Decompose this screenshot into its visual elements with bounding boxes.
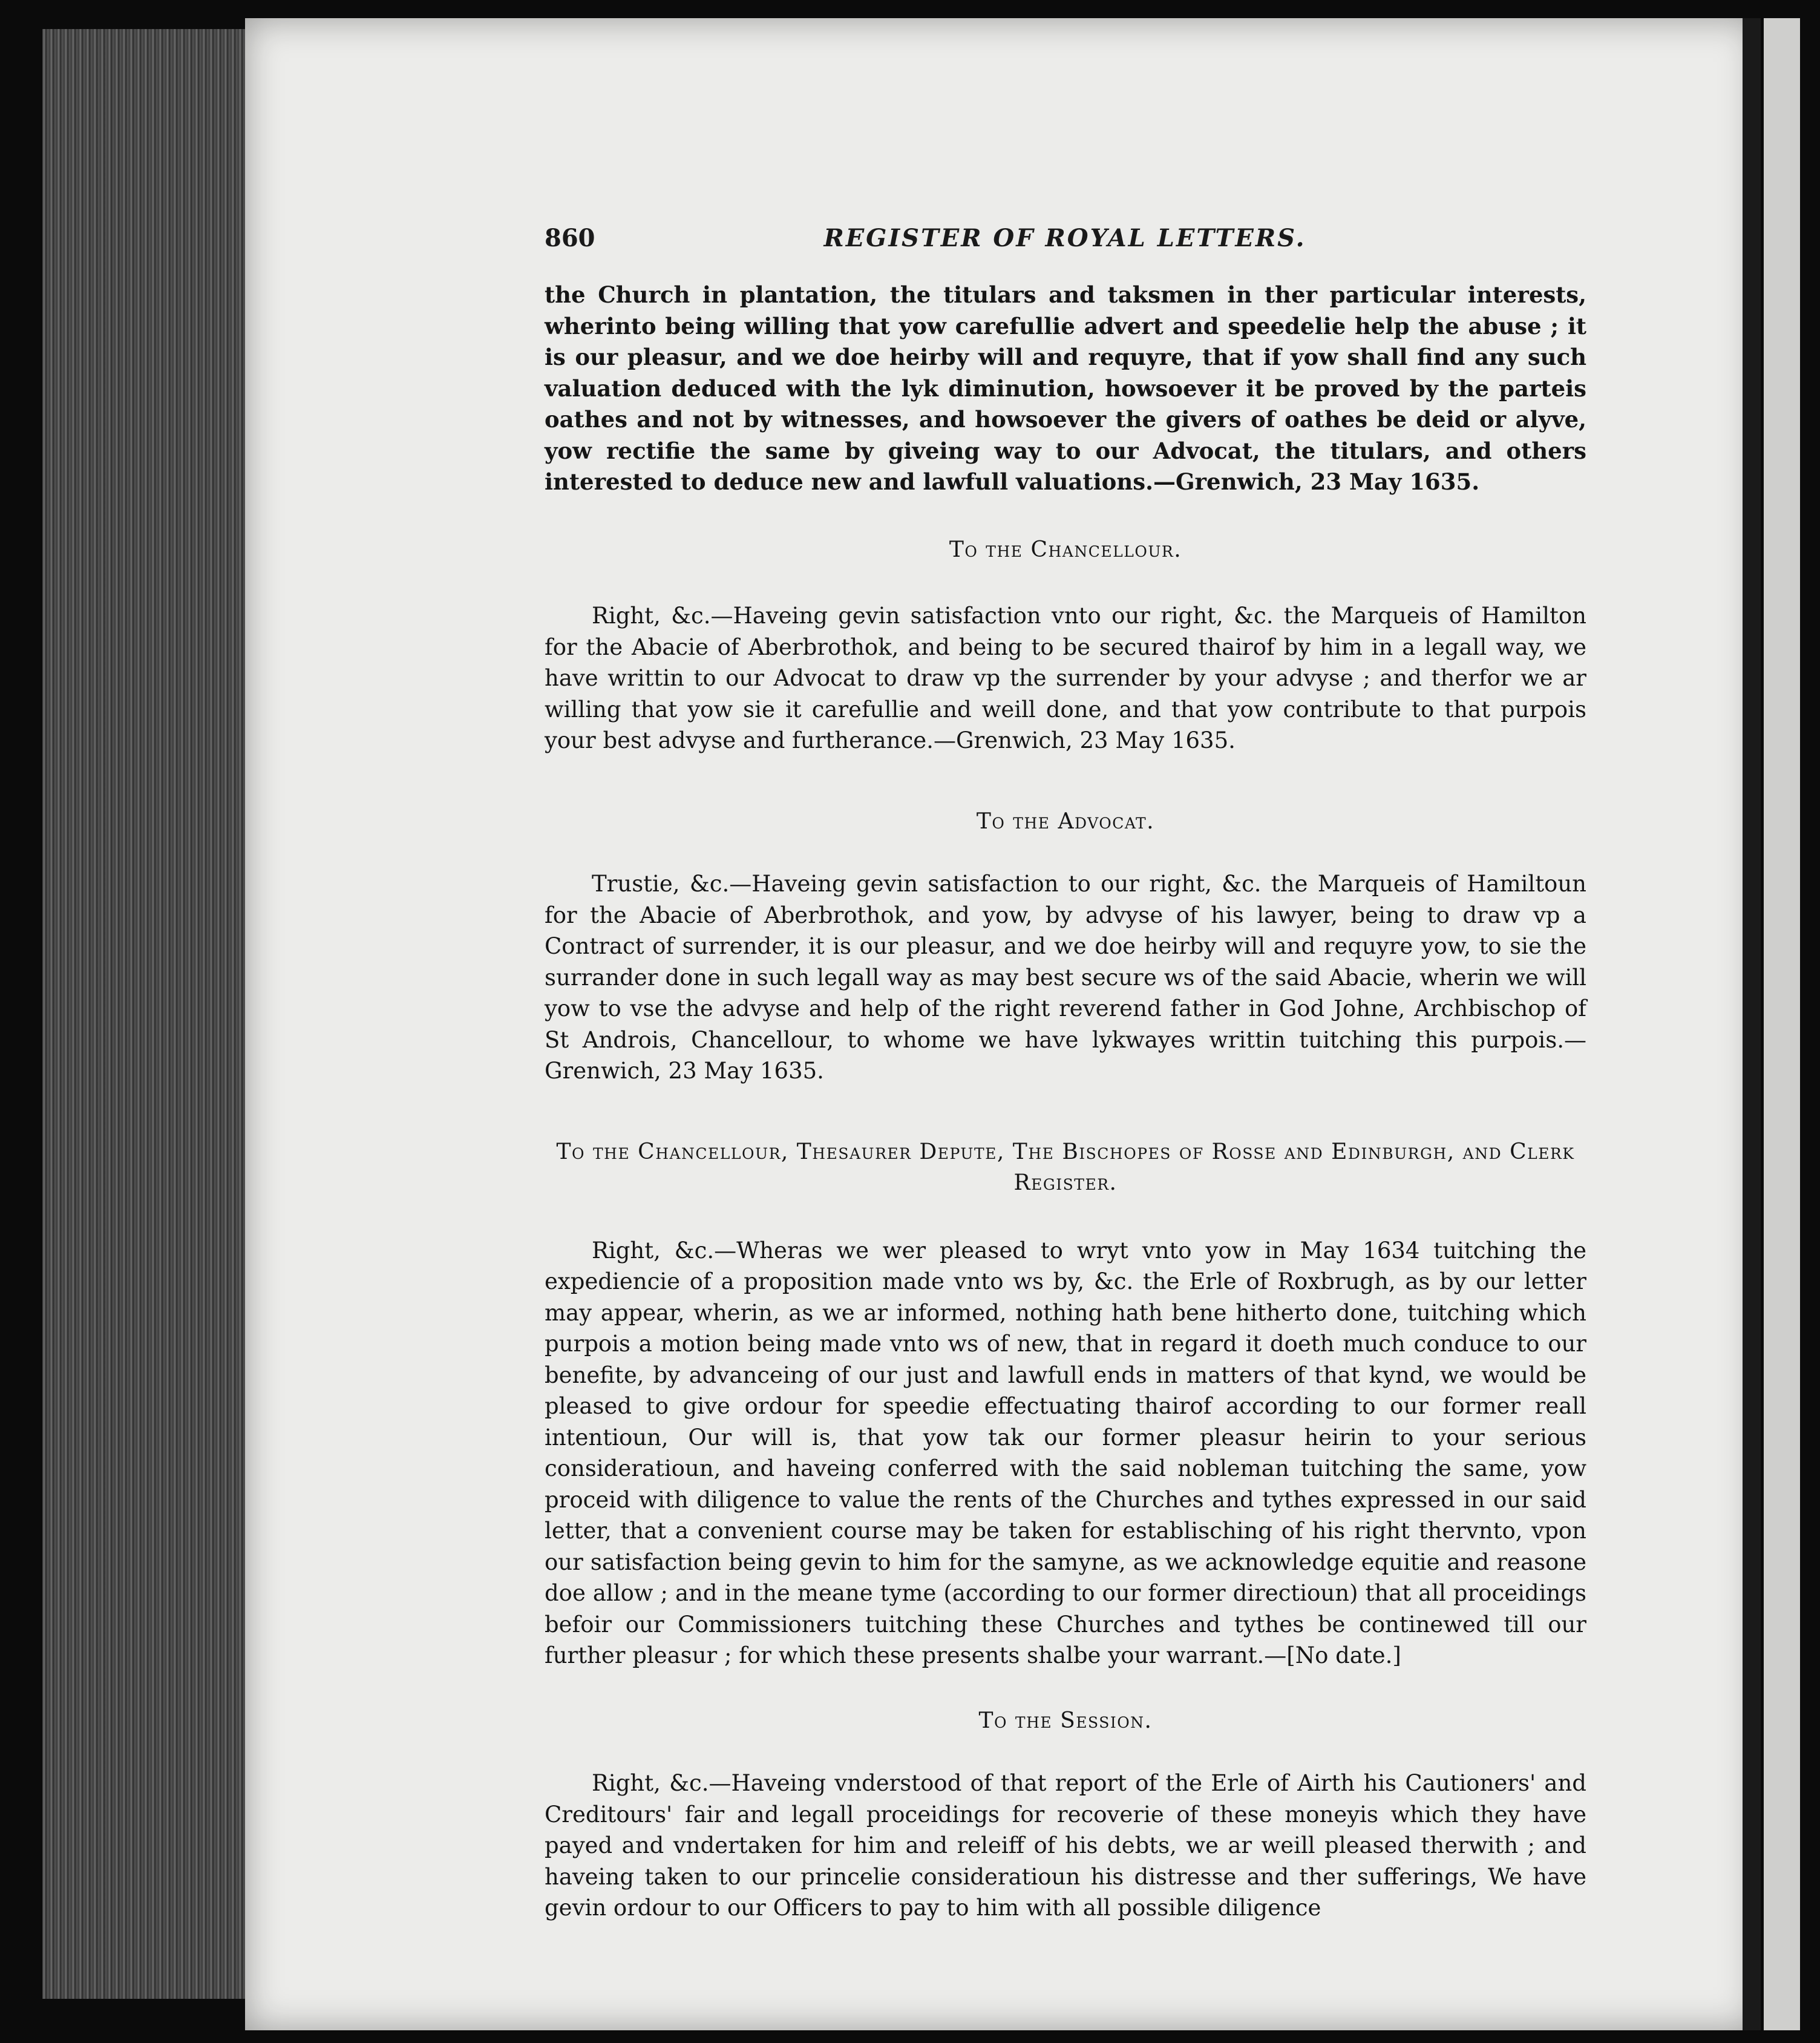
letter-heading: To the Chancellour.	[949, 537, 1182, 562]
letter-body: Right, &c.—Haveing gevin satisfaction vnto our right, &c. the Marqueis of Hamilton for the Abacie of Aberbrothok, and being to be secured thairof by him in a legall way, we have writtin to our Advocat to draw vp the surrender by your advyse ; and therfor we ar willing that yow sie it carefullie and weill done, and that yow contribute to that purpois your best advyse and furtherance.—Grenwich, 23 May 1635.	[545, 603, 1586, 753]
letter-heading: To the Session.	[978, 1708, 1153, 1733]
letter-heading: To the Chancellour, Thesaurer Depute, The Bischopes of Rosse and Edinburgh, and Clerk Register.	[556, 1139, 1575, 1195]
next-page-edge	[1764, 18, 1800, 2030]
page-gutter	[1743, 18, 1761, 2030]
running-title: REGISTER OF ROYAL LETTERS.	[823, 224, 1306, 252]
book-fore-edge	[42, 29, 248, 1999]
page-number: 860	[545, 224, 595, 252]
letter-body: Right, &c.—Haveing vnderstood of that report of the Erle of Airth his Cautioners' and Creditours' fair and legall proceidings for recoverie of these moneyis which they have payed and vndertaken for him and releiff of his debts, we ar weill pleased therwith ; and haveing taken to our princelie consideratioun his distresse and ther sufferings, We have gevin ordour to our Officers to pay to him with all possible diligence	[545, 1770, 1586, 1921]
letter-heading: To the Advocat.	[976, 808, 1155, 834]
letter-body: Right, &c.—Wheras we wer pleased to wryt vnto yow in May 1634 tuitching the expediencie of a proposition made vnto ws by, &c. the Erle of Roxbrugh, as by our letter may appear, wherin, as we ar informed, nothing hath bene hitherto done, tuitching which purpois a motion being made vnto ws of new, that in regard it doeth much conduce to our benefite, by advanceing of our just and lawfull ends in matters of that kynd, we would be pleased to give ordour for speedie effectuating thairof according to our former reall intentioun, Our will is, that yow tak our former pleasur heirin to your serious consideratioun, and haveing conferred with the said nobleman tuitching the same, yow proceid with diligence to value the rents of the Churches and tythes expressed in our said letter, that a convenient course may be taken for establisching of his right thervnto, vpon our satisfaction being gevin to him for the samyne, as we acknowledge equitie and reasone doe allow ; and in the meane tyme (according to our former directioun) that all proceidings befoir our Commissioners tuitching these Churches and tythes be continewed till our further pleasur ; for which these presents shalbe your warrant.—[No date.]	[545, 1237, 1586, 1668]
running-head	[545, 224, 1585, 260]
continuation-paragraph: the Church in plantation, the titulars and taksmen in ther particular interests, wherinto being willing that yow carefullie advert and speedelie help the abuse ; it is our pleasur, and we doe heirby will and requyre, that if yow shall find any such valuation deduced with the lyk diminution, howsoever it be proved by the parteis oathes and not by witnesses, and howsoever the givers of oathes be deid or alyve, yow rectifie the same by giveing way to our Advocat, the titulars, and others interested to deduce new and lawfull valuations.—Grenwich, 23 May 1635.	[545, 281, 1586, 495]
page-text	[545, 280, 1586, 1924]
letter-body: Trustie, &c.—Haveing gevin satisfaction to our right, &c. the Marqueis of Hamiltoun for the Abacie of Aberbrothok, and yow, by advyse of his lawyer, being to draw vp a Contract of surrender, it is our pleasur, and we doe heirby will and requyre yow, to sie the surrander done in such legall way as may best secure ws of the said Abacie, wherin we will yow to vse the advyse and help of the right reverend father in God Johne, Archbischop of St Androis, Chancellour, to whome we have lykwayes writtin tuitching this purpois.—Grenwich, 23 May 1635.	[545, 871, 1586, 1084]
